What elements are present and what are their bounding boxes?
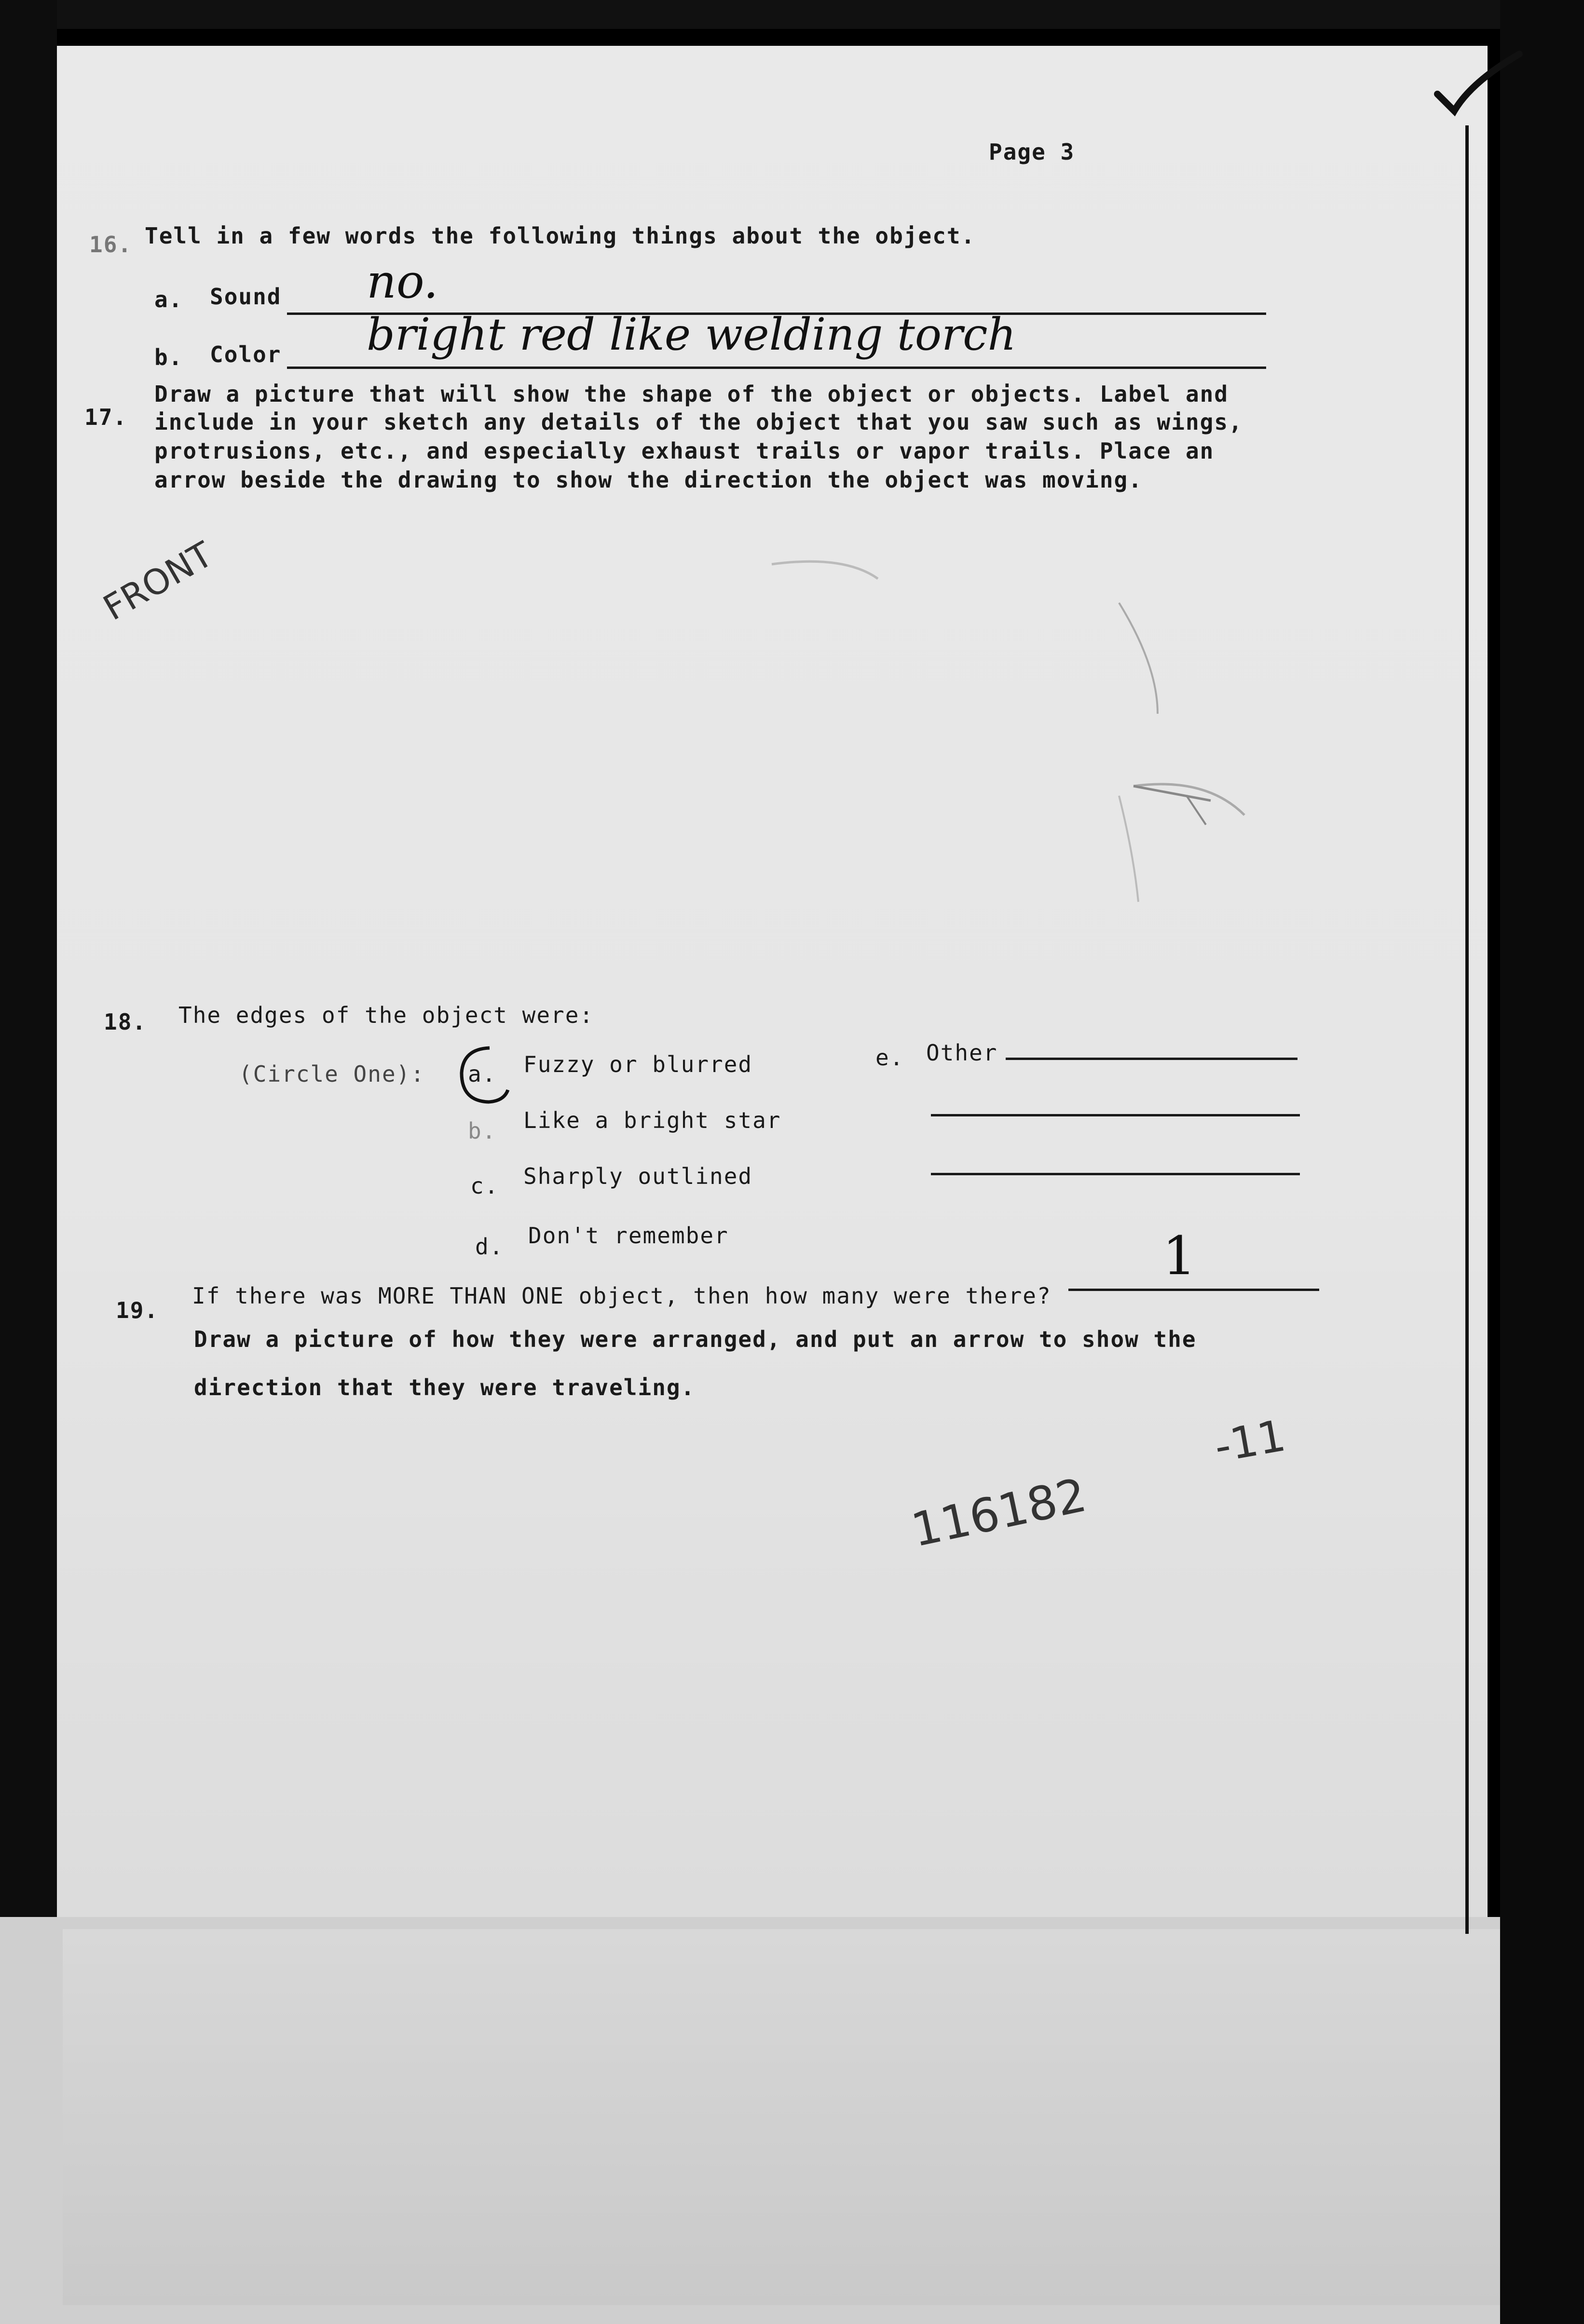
q18-number: 18. (104, 1009, 147, 1035)
check-mark-icon (1428, 48, 1524, 121)
q19-answer: 1 (1162, 1225, 1196, 1287)
q18-option-d-text: Don't remember (528, 1223, 729, 1249)
q19-number: 19. (116, 1297, 159, 1323)
q16-a-letter: a. (154, 286, 183, 313)
file-number-suffix: -11 (1211, 1410, 1289, 1473)
q18-option-d-letter: d. (475, 1234, 504, 1260)
q16-b-label: Color (210, 341, 282, 367)
circled-answer-icon (456, 1044, 519, 1107)
q17-number: 17. (84, 404, 128, 430)
q18-other-label: Other (926, 1040, 998, 1066)
q19-line2: direction that they were traveling. (194, 1374, 696, 1400)
q18-option-c-letter: c. (470, 1173, 499, 1199)
q19-answer-line (1068, 1289, 1319, 1291)
q18-option-b-text: Like a bright star (523, 1107, 781, 1133)
q18-other-line-2 (931, 1114, 1300, 1116)
q16-b-letter: b. (154, 344, 183, 370)
q18-prompt: The edges of the object were: (178, 1002, 594, 1028)
q16-b-answer: bright red like welding torch (367, 309, 1016, 360)
file-number: 116182 (907, 1468, 1091, 1558)
q16-b-line (287, 367, 1266, 369)
q17-line1: Draw a picture that will show the shape of the object or objects. Label and (154, 381, 1229, 407)
sketch-label: FRONT (96, 534, 220, 628)
film-border-top (0, 0, 1584, 29)
q18-option-b-letter: b. (468, 1118, 497, 1144)
q19-line1: Draw a picture of how they were arranged, and put an arrow to show the (194, 1326, 1197, 1352)
object-sketch (193, 506, 1495, 940)
q16-a-answer: no. (367, 255, 438, 309)
film-border-right (1500, 0, 1584, 2324)
q18-option-a-text: Fuzzy or blurred (523, 1051, 753, 1077)
q16-prompt: Tell in a few words the following things about the object. (145, 223, 976, 249)
page-edge-rule (1465, 125, 1469, 1934)
q16-number: 16. (89, 231, 133, 258)
q18-other-line-3 (931, 1173, 1300, 1175)
q16-a-label: Sound (210, 284, 282, 310)
q17-line2: include in your sketch any details of the object that you saw such as wings, (154, 409, 1243, 435)
q18-other-letter: e. (875, 1045, 904, 1071)
q19-prompt: If there was MORE THAN ONE object, then how many were there? (192, 1283, 1051, 1309)
q18-option-c-text: Sharply outlined (523, 1163, 753, 1189)
q17-line4: arrow beside the drawing to show the direction the object was moving. (154, 467, 1143, 493)
q18-option-a-letter: a. (468, 1061, 497, 1087)
q17-line3: protrusions, etc., and especially exhaust trails or vapor trails. Place an (154, 438, 1215, 464)
q18-instruction: (Circle One): (239, 1061, 425, 1087)
q18-other-line-1 (1006, 1058, 1297, 1060)
underlying-sheet (63, 1929, 1529, 2305)
page-number: Page 3 (989, 139, 1075, 165)
